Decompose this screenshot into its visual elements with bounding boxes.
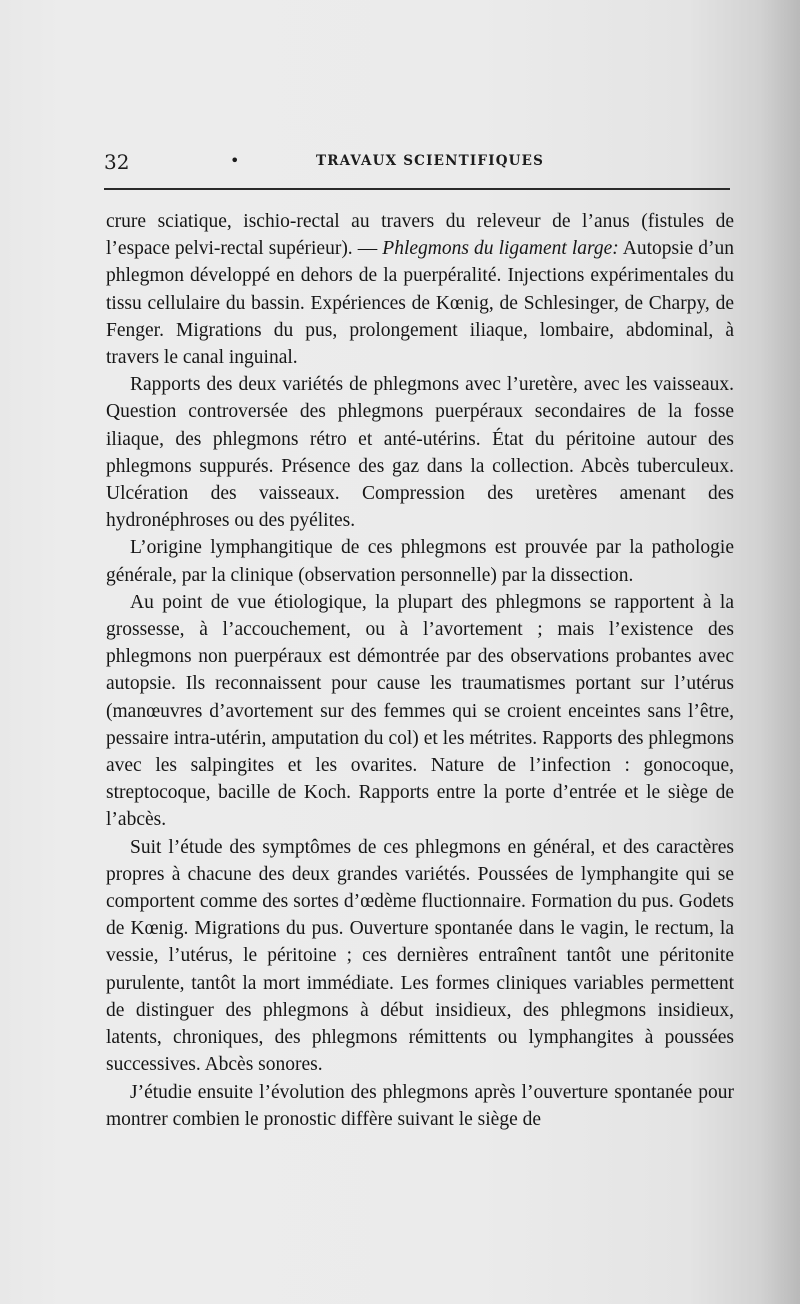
running-title: TRAVAUX SCIENTIFIQUES	[316, 153, 545, 169]
paragraph-4: Au point de vue étiologique, la plupart des phlegmons se rapportent à la grossesse, à l’accouchement, ou à l’avortement ; mais l’existence des phlegmons non puerpéraux est démontrée par des observations probantes avec autopsie. Ils reconnaissent pour cause les traumatismes portant sur l’utérus (manœuvres d’avortement sur des femmes qui se croient enceintes sans l’être, pessaire intra-utérin, amputation du col) et les métrites. Rapports des phlegmons avec les salpingites et les ovarites. Nature de l’infection : gonocoque, streptocoque, bacille de Koch. Rapports entre la porte d’entrée et le siège de l’abcès.	[106, 591, 734, 831]
paragraph-1-end: Autopsie d’un phlegmon développé en dehors de la puerpéralité. Injections expérimentales du tissu cellulaire du bassin. Expériences de Kœnig, de Schlesinger, de Charpy, de Fenger. Migrations du pus, prolongement iliaque, lombaire, abdominal, à travers le canal inguinal.	[106, 238, 734, 369]
body-text	[106, 208, 734, 1133]
paragraph-2: Rapports des deux variétés de phlegmons avec l’uretère, avec les vaisseaux. Question controversée des phlegmons puerpéraux secondaires de la fosse iliaque, des phlegmons rétro et anté-utérins. État du péritoine autour des phlegmons suppurés. Présence des gaz dans la collection. Abcès tuberculeux. Ulcération des vaisseaux. Compression des uretères amenant des hydronéphroses ou des pyélites.	[106, 374, 734, 532]
paragraph-1	[106, 208, 734, 371]
header-rule	[104, 188, 730, 190]
paragraph-6: J’étudie ensuite l’évolution des phlegmons après l’ouverture spontanée pour montrer combien le pronostic diffère suivant le siège de	[106, 1081, 734, 1130]
paragraph-1-start: crure sciatique, ischio-rectal au travers du releveur de l’anus (fistules de l’espace pelvi-rectal supérieur). —	[106, 211, 734, 260]
page-header	[104, 150, 734, 178]
paragraph-3: L’origine lymphangitique de ces phlegmons est prouvée par la pathologie générale, par la clinique (observation personnelle) par la dissection.	[106, 537, 734, 586]
paragraph-5: Suit l’étude des symptômes de ces phlegmons en général, et des caractères propres à chacune des deux grandes variétés. Poussées de lymphangite qui se comportent comme des sortes d’œdème fluctionnaire. Formation du pus. Godets de Kœnig. Migrations du pus. Ouverture spontanée dans le vagin, le rectum, la vessie, l’utérus, le péritoine ; ces dernières entraînent tantôt une péritonite purulente, tantôt la mort immédiate. Les formes cliniques variables permettent de distinguer des phlegmons à début insidieux, des phlegmons insidieux, latents, chroniques, des phlegmons rémittents ou lymphangites à poussées successives. Abcès sonores.	[106, 836, 734, 1076]
page-number: 32	[104, 150, 130, 174]
header-dot: •	[230, 151, 240, 170]
paragraph-1-italic-heading: Phlegmons du ligament large:	[382, 238, 619, 260]
